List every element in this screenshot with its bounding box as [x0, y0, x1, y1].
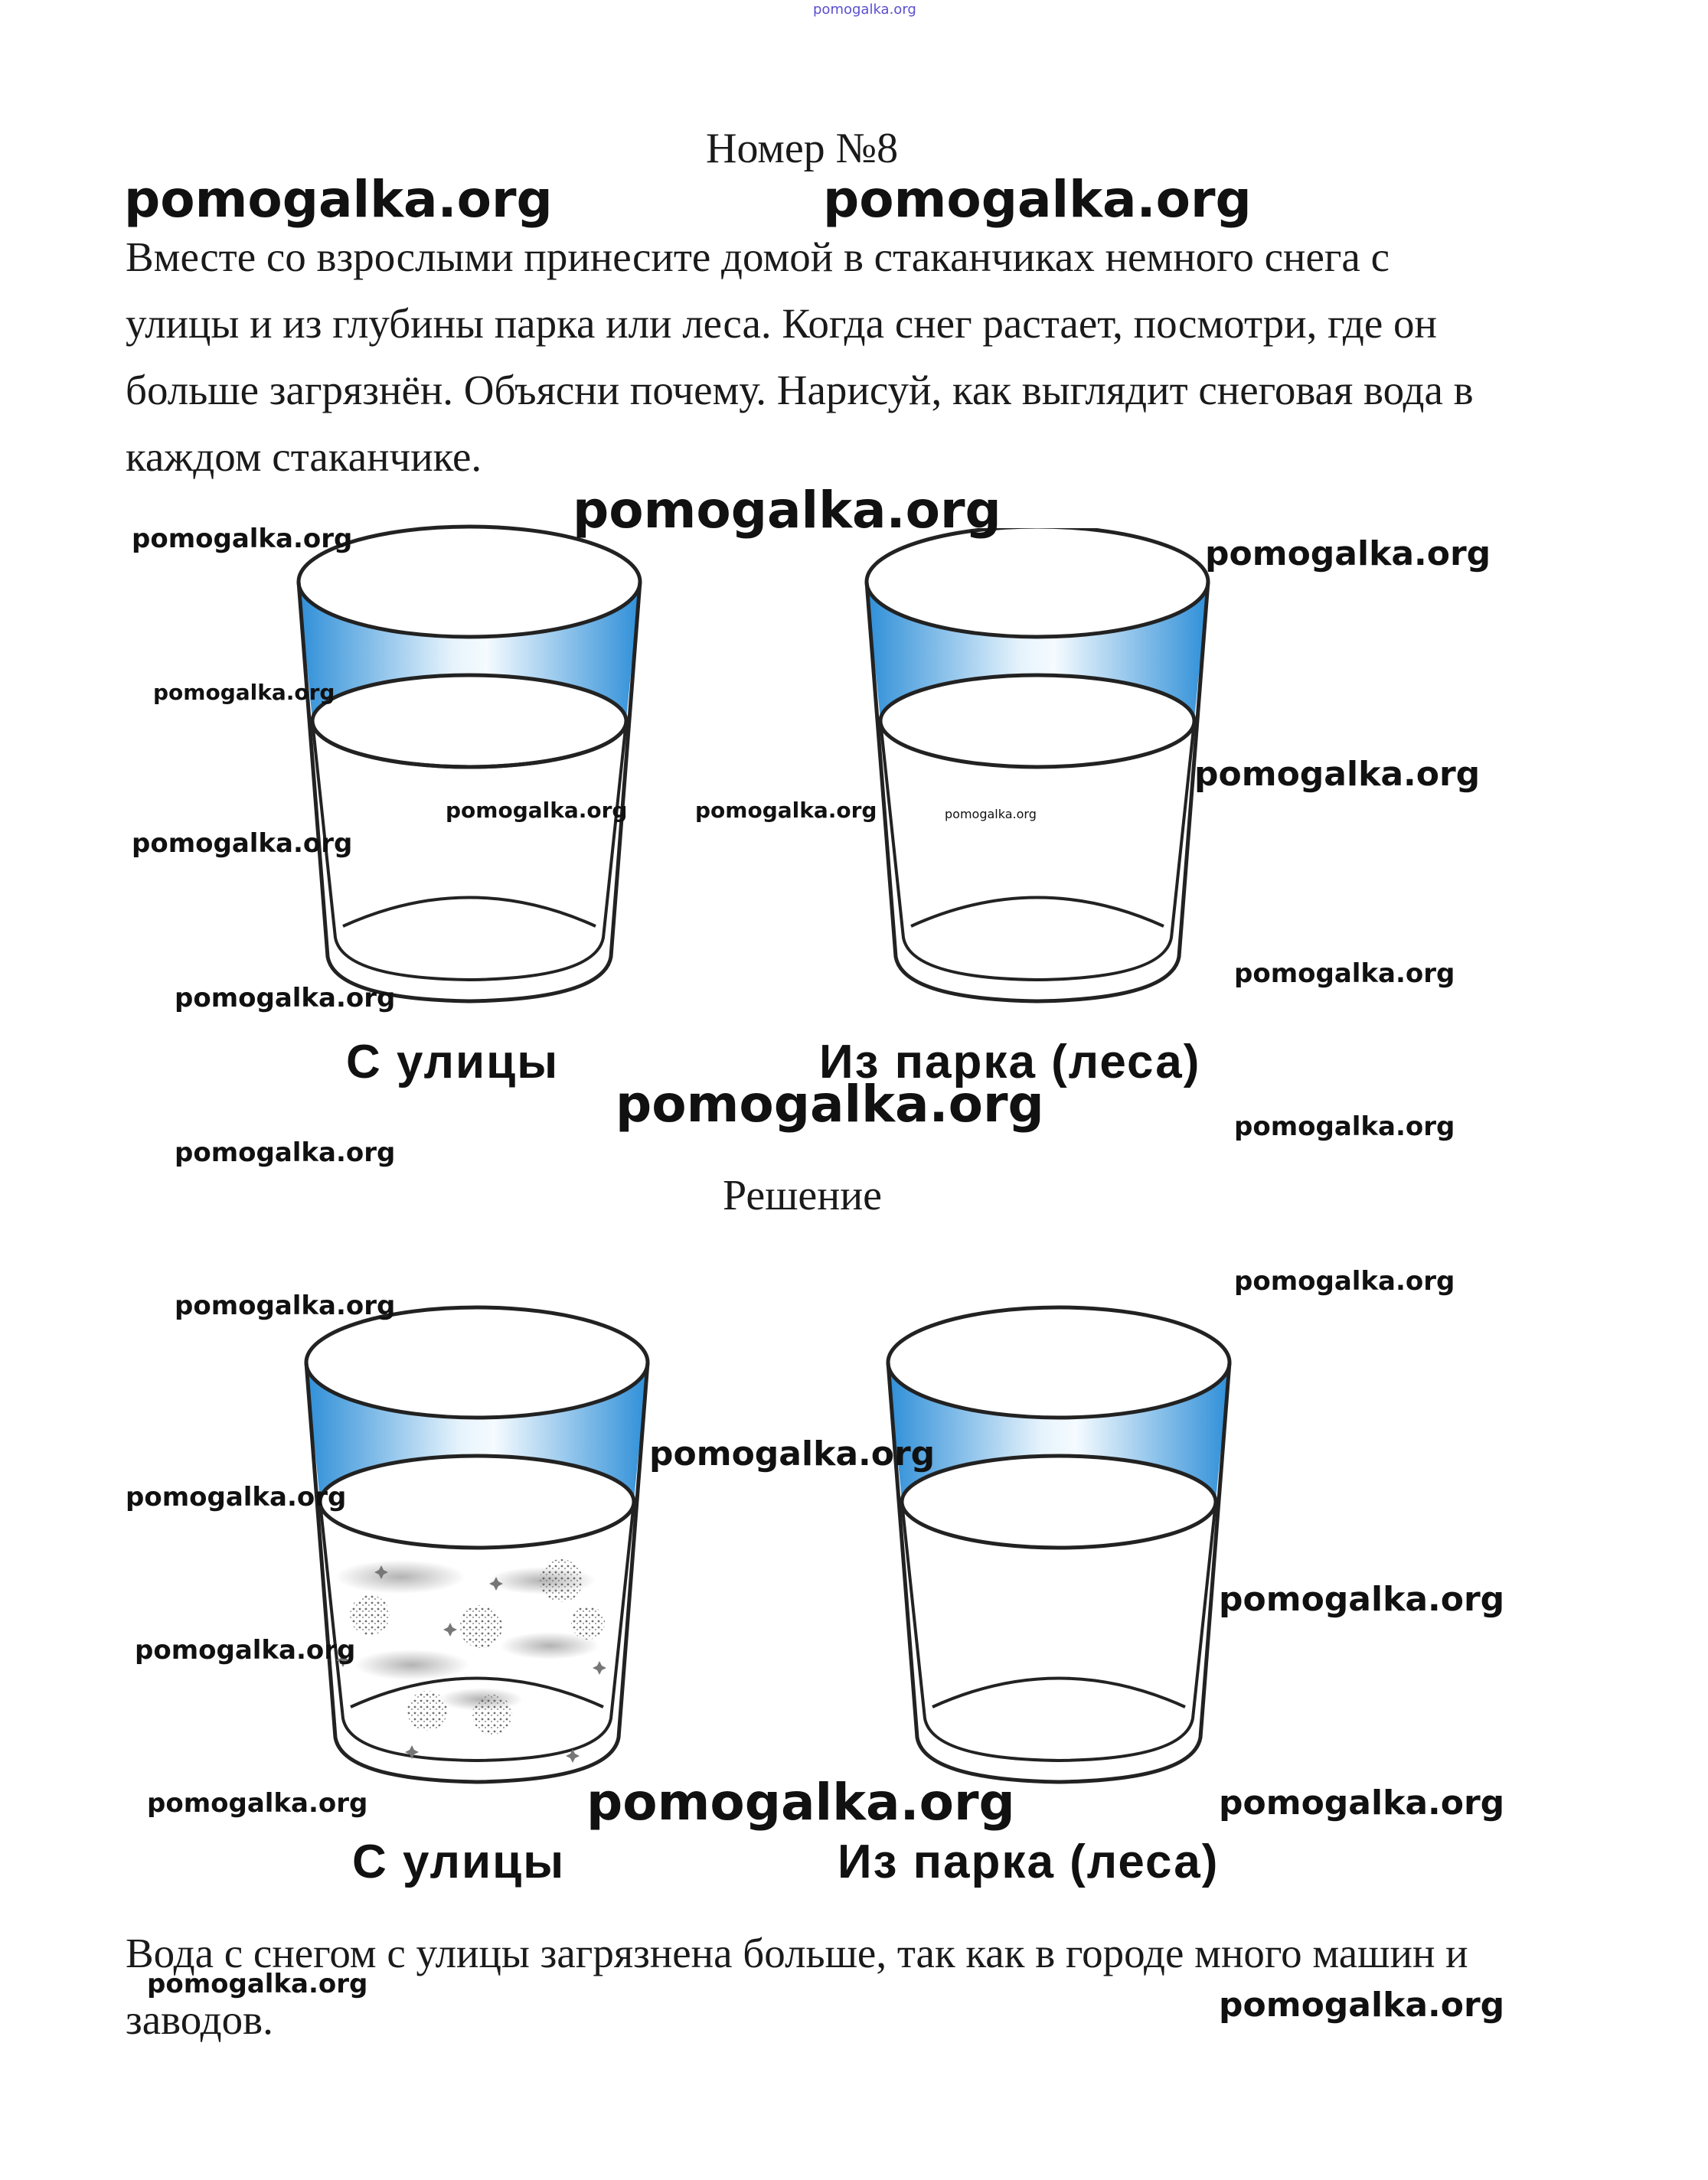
glass-street-dirty [297, 1301, 665, 1799]
watermark: pomogalka.org [823, 170, 1252, 229]
watermark: pomogalka.org [616, 1075, 1044, 1134]
watermark: pomogalka.org [1219, 1580, 1505, 1619]
watermark: pomogalka.org [175, 1291, 396, 1321]
glass-park-clean [879, 1305, 1246, 1803]
watermark: pomogalka.org [1219, 1783, 1505, 1823]
watermark: pomogalka.org [1234, 1111, 1455, 1142]
glass-street-empty [289, 521, 657, 1018]
watermark: pomogalka.org [573, 481, 1001, 540]
page-title: Номер №8 [706, 125, 899, 172]
watermark: pomogalka.org [945, 807, 1037, 821]
watermark: pomogalka.org [446, 798, 628, 823]
watermark: pomogalka.org [649, 1434, 936, 1473]
watermark: pomogalka.org [1194, 755, 1481, 794]
watermark: pomogalka.org [695, 798, 877, 823]
caption-park-bottom: Из парка (леса) [838, 1836, 1220, 1888]
solution-heading: Решение [723, 1172, 883, 1219]
answer-text: Вода с снегом с улицы загрязнена больше, так как в городе много машин и заводов. [126, 1930, 1468, 2043]
watermark: pomogalka.org [1234, 958, 1455, 989]
watermark: pomogalka.org [124, 170, 553, 229]
watermark: pomogalka.org [1219, 1986, 1505, 2025]
caption-street-bottom: С улицы [352, 1836, 566, 1888]
watermark: pomogalka.org [153, 680, 335, 705]
watermark: pomogalka.org [132, 524, 353, 554]
watermark: pomogalka.org [175, 1137, 396, 1168]
watermark: pomogalka.org [1234, 1266, 1455, 1297]
caption-street-top: С улицы [346, 1036, 560, 1088]
watermark: pomogalka.org [586, 1773, 1015, 1832]
watermark: pomogalka.org [135, 1635, 356, 1666]
watermark: pomogalka.org [132, 828, 353, 859]
caption-park-top: Из парка (леса) [819, 1036, 1201, 1088]
watermark: pomogalka.org [1205, 534, 1491, 573]
watermark: pomogalka.org [175, 983, 396, 1013]
site-header: pomogalka.org [813, 2, 916, 18]
watermark: pomogalka.org [147, 1788, 368, 1819]
glass-park-empty [857, 528, 1225, 1026]
task-text: Вместе со взрослыми принесите домой в стаканчиках немного снега с улицы и из глубины парка или леса. Когда снег растает, посмотри, где он больше загрязнён. Объясни почему. Нарисуй, как выглядит снеговая вода в каждом стаканчике. [126, 233, 1474, 480]
watermark: pomogalka.org [147, 1969, 368, 1999]
watermark: pomogalka.org [126, 1482, 347, 1513]
